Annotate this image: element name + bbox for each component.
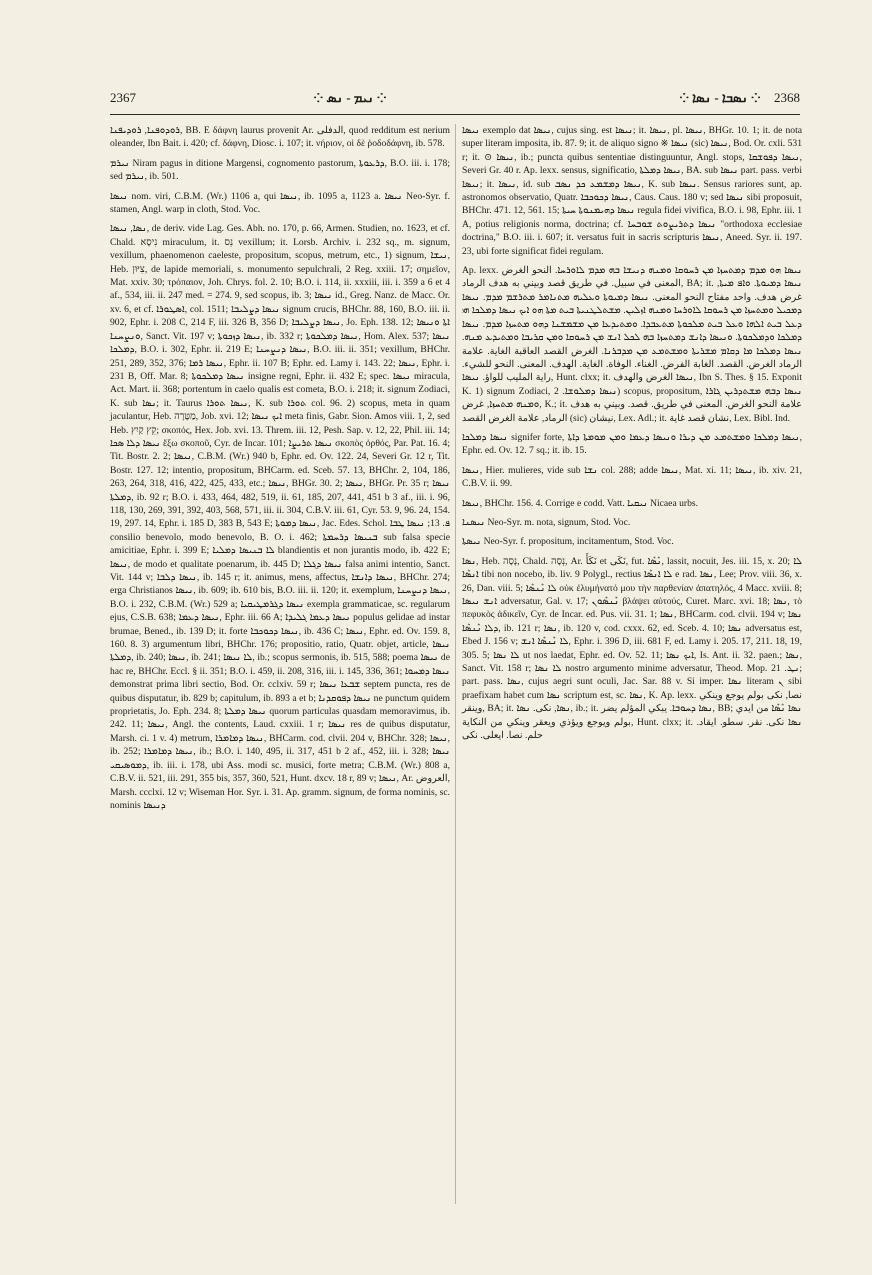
entry-neo-syr-propositum: ܢܝܣܬܐ Neo-Syr. f. propositum, incitamentum, Stod. Voc. bbox=[462, 536, 674, 548]
header-rule bbox=[110, 114, 800, 115]
running-head-left: ⁘ ܢܝܡ - ܢܣ ⁘ bbox=[313, 90, 387, 105]
entry-neo-syr-nota: ܢܝܣܢܐ Neo-Syr. m. nota, signum, Stod. Voc. bbox=[462, 516, 631, 528]
column-divider bbox=[455, 124, 456, 1204]
entry-niram: ܢܝܪܡ Niram pagus in ditione Margensi, cognomento pastorum, ܕܪܥܘܬܐ, B.O. iii. i. 178; sed ܢܝܪܡ, ib. 501. bbox=[110, 157, 450, 183]
page-number-left: 2367 bbox=[110, 90, 136, 105]
entry-nisa-name: ܢܝܣܐ nom. viri, C.B.M. (Wr.) 1106 a, qui ܢܝܣܐ, ib. 1095 a, 1123 a. ܢܝܣܐ Neo-Syr. f. stamen, Angl. warp in cloth, Stod. Voc. bbox=[110, 190, 450, 216]
entry-mulieres: ܢܝܣܐ, Hier. mulieres, vide sub ܢܫܐ col. 288; adde ܢܝܣܐ, Mat. xi. 11; ܢܝܣܐ, ib. xiv. 21, C.B.V. ii. 99. bbox=[462, 464, 802, 490]
right-column bbox=[462, 124, 802, 748]
page-number-right: 2368 bbox=[774, 90, 800, 105]
entry-lexx-definitions: Ap. lexx. ܢܝܣܐ ܗܘ ܡܕܡ ܕܡܬܚܙܐ ܡܢ ܪܚܘܩܐ ܘܡܢܗ ܕܢܝܫܐ ܒܗ ܡܕܡ ܠܐܘܪܚܐ. النحو الغرض المعنى في سبيل. في طريق قصد وبيني به هدف الرماد, BA; it. ܢܝܣܐ ܕܡܝܘܬܐ. ܘܐܦ ܡܝܬܐ, غرض هدف. واحد مفتاح النحو المعنى. ܢܝܣܐ ܕܡܝܘܬܐ ܘܥܠܝܗ ܡܬܢܐܡܪ ܡܬܪܫܡ ܡܕܡ. ܢܝܣܐ ܕܡܟܝܠ ܘܡܬܚܙܐ ܡܢ ܪܚܘܩܐ ܠܐܘܪܚܐ ܘܡܢܗ ܐܙܠܝܢ. ܡܫܬܠܛܢܝܬܐ ܒܝܬ ܡܬܐ ܗܘ ܐܝܟ ܢܝܣܐ ܕܡܠܟܐ ܗܝ ܕܥܠ ܒܝܬ ܐܠܗܐ ܘܥܠ ܒܝܬ ܡܠܟܘܬܐ ܡܬܥܒܕܐ. ܘܡܬܝܕܥܐ ܡܢ ܡܫܡܫܢܐ ܕܗܘ ܡܬܚܙܐ ܡܕܡ. ܢܝܣܐ ܕܡܠܟܐ ܘܕܡܠܟܘܬܐ. ܘܢܝܣܐ ܕܐܢܫ ܕܡܬܚܙܐ ܒܗ ܠܟܠ ܐܢܫ ܡܢ ܪܚܘܩܐ ܘܡܢ ܩܪܝܒܐ ܘܡܬܝܕܥ ܡܢܗ. ܢܝܣܐ ܕܡܠܟܐ ܡܐ ܕܩܐܡ ܡܫܪܝܬܐ ܘܡܫܬܡܥ ܡܢ ܡܕܒܪܢܐ. الغرض القصد العاقبة الغاية. علامة الرماد الغرض. القصد. الغابة الفرض. الغناء. الوفاة. الغاية. الهدف. المعنى. النحو للشيء. راية المليب للواؤ. ܢܝܣܐ, Hunt. clxx; it. ܢܝܣܐ الغرض والهدف, Ibn S. Thes. § 15. Exponit K. 1) signum Zodiaci, ܢܝܣܐ ܕܡܠܘܫܐ. 2) scopus, propositum, ܢܝܣܐ ܕܒܗ ܡܫܬܕܪܝܢ ܓܐܪܐ ܘܡܢܗ ܡܬܚܙܐ, غرض, K.; it. علامة النحو الغرض. المعنى في طريق. قصد. وبيني به هدف الرماد, علامة الغرض القصد (sic) نيشان, Lex. Adl.; it. نشان قصد غاية, Lex. Bibl. Ind. bbox=[462, 265, 802, 424]
entry-signifer: ܢܝܣܐ ܕܡܠܟܐ signifer forte, ܢܝܣܐ ܕܡܠܟܐ ܘܡܫܬܡܥ ܡܢ ܕܝܪܐ ܘܢܝܣܐ ܕܥܡܐ ܘܡܢ ܡܘܡܬܐ ܕܐܬܐ, Ephr. ed. Ov. 12. 7 sq.; it. ib. 15. bbox=[462, 431, 802, 457]
entry-nisa-signum: ܢܣܐ, ܢܝܣܐ, de deriv. vide Lag. Ges. Abh. no. 170, p. 66, Armen. Studien, no. 1623, et cf. Chald. נִיסָא miraculum, it. נֵס vexillum; it. Lorsb. Archiv. i. 232 sq., m. signum, vexillum, phaenomenon caeleste, propositum, scopus, metrum, etc., 1) signum, ܢܝܫܐ, Heb. צִיּוּן, de lapide memoriali, s. monumento sepulchrali, 2 Reg. xxiii. 17; σημεῖον, Mat. xxiv. 30; τρόπαιον, Joh. Chrys. fol. 2. 10; B.O. i. 114, ii. xxxiii, iii. i. 359 a 6 et 4 af., 534, iii. ii. 247 med. = 274. 9, sed scopus, ib. 3; ܢܝܣܐ id., Greg. Nanz. de Macc. Or. xv. 6, et cf. ܐܣܛܘܪܐ, col. 1511; ܢܝܣܐ ܕܨܠܝܒܐ signum crucis, BHChr. 88, 160, B.O. iii. ii. 902, Ephr. i. 208 C, 214 F, iii. 326 B, 356 D; ܢܝܣܐ ܕܨܠܝܒܐ, Jo. Eph. 138. 12; ܐܬܐ ܘܢܝܣܐ ܘܢܨܚܢܐ, Sanct. Vit. 197 v; ܢܝܣܐ ܕܙܟܘܬܐ, ib. 332 r; ܢܝܣܐ ܕܡܠܟܘܬܐ, Hom. Alex. 537; ܢܝܣܐ ܕܡܠܟܐ, B.O. i. 302, Ephr. ii. 219 E; ܢܝܣܐ ܕܢܨܚܢܐ, B.O. iii. ii. 351; vexillum, BHChr. 251, 289, 352, 376; ܢܝܣܐ ܪܡܐ, Ephr. ii. 107 B; Ephr. ed. Lamy i. 143. 22; ܢܝܣܐ, Ephr. i. 231 B, Off. Mar. 8; ܢܝܣܐ ܕܡܠܟܘܬܐ insigne regni, Ephr. ii. 432 E; spec. ܢܝܣܐ miracula, Act. Mart. ii. 368; portentum in caelo qualis est cometa, B.O. i. 218; it. signum Zodiaci, K. sub ܢܣܐ; it. Taurus ܢܝܣܐ ܬܘܪܐ, K. sub ܬܘܪܐ col. 96. 2) scopus, meta in quam jaculantur, Heb. מַטָּרָה, Job. xvi. 12; ܐܝܟ ܢܝܣܐ meta finis, Gabr. Sion. Amos viii. 1, 2, sed Heb. קֵץ קַיִץ; σκοπός, Hex. Job. xvi. 13. Threm. iii. 12, Pesh. Sap. v. 12, 22, Phil. iii. 14; ܢܝܣܐ ܕܠܐ ܣܟܐ ἔξω σκοποῦ, Cyr. de Incar. 101; ܢܝܣܐ ܬܪܝܨܐ σκοπὸς ὀρθός, Par. Pat. 16. 4; Tit. Bostr. 2. 2; ܢܝܣܐ, C.B.M. (Wr.) 940 b, Ephr. ed. Ov. 122. 24, Severi Gr. 12 r, Tit. Bostr. 127. 12; intentio, propositum, BHCarm. ed. Sceb. 57. 13, BHChr. 2, 104, 186, 263, 264, 318, 416, 422, 425, 433, etc.; ܢܝܣܐ, BHGr. 30. 2; ܢܝܣܐ, BHGr. Pr. 35 r; ܢܝܣܐ ܕܡܠܬܐ, ib. 92 r; B.O. i. 433, 464, 482, 519, ii. 61, 185, 207, 441, 451 b 3 af., iii. i. 96, 118, 130, 269, 391, 392, 403, 568, 571, iii. ii. 304, C.B.V. iii. 61, Cyr. 53. 9, 96. 24, 154. 19, 297. 14, Ephr. i. 185 D, 383 B, 543 E; ܢܝܣܐ ܕܡܘܬܐ, Jac. Edes. Schol. ܦ. 13; ܢܝܣܐ ܛܒܐ consilio benevolo, modo benevolo, B. O. i. 462; ܒܢܝܣܐ ܕܪܚܡܬܐ sub falsa specie amicitiae, Ephr. i. 399 E; ܠܐ ܒܢܝܣܐ ܕܡܠܝܐ blandientis et non jurantis modo, ib. 422 E; ܢܝܣܐ, de modo et qualitate poenarum, ib. 445 D; ܢܝܣܐ ܕܓܠܐ falsa animi intentio, Sanct. Vit. 144 v; ܢܝܣܐ ܕܠܒܐ, ib. 145 r; it. animus, mens, affectus, ܢܝܣܐ ܕܐܢܫܐ, BHChr. 274; erga Christianos ܢܝܣܐ, ib. 609; ib. 610 bis, B.O. iii. ii. 120; it. exemplum, ܢܝܣܐ ܕܢܨܚܢܐ, B.O. i. 232, C.B.M. (Wr.) 529 a; ܢܝܣܐ ܕܓܪܡܛܝܩܝܐ exempla grammaticae, sc. regularum ejus, C.S.B. 638; ܢܝܣܐ ܕܥܡܐ, Ephr. iii. 66 A; ܢܝܣܐ ܕܥܡܐ ܓܠܝܕܐ populus gelidae ad instar brumae, Bened., ib. 139 D; it. forte ܢܝܣܐ ܕܟܘܟܒܐ, ib. 436 C; ܢܝܣܐ, Ephr. ed. Ov. 159. 8, 160. 8. 3) argumentum libri, BHChr. 176; propositio, ratio, Quatr. objet, article, ܢܝܣܐ ܕܡܠܬܐ, ib. 240; ܢܝܣܐ, ib. 241; ܠܐ ܢܝܣܐ, ib.; scopus sermonis, ib. 515, 588; poema ܢܝܣܐ de hac re, BHChr. Eccl. § ii. 351; B.O. i. 459, ii. 208, 316, iii. i. 145, 336, 361; ܢܝܣܐ ܕܡܚܘܐ demonstrat prima libri sectio, Bod. Or. cclxiv. 59 r; ܫܒܥܐ ܢܝܣܐ septem puncta, res de quibus disputatur, ib. 829 b; capitulum, ib. 893 a et b; ܢܝܣܐ ܕܦܘܩܕܢܐ ne punctum quidem proprietatis, Jo. Eph. 234. 8; ܢܝܣܐ ܕܡܠܬܐ quorum particulas quasdam memoravimus, ib. 242. 11; ܢܝܣܐ, Angl. the contents, Laud. cxxiii. 1 r; ܢܝܣܐ res de quibus disputatur, Marsh. ci. 1 v. 4) metrum, ܢܝܣܐ ܕܡܐܡܪܐ, BHCarm. cod. clvii. 204 v, BHChr. 328; ܢܝܣܐ, ib. 252; ܢܝܣܐ ܕܡܐܡܪܐ, ib.; B.O. i. 140, 495, ii. 317, 451 b 2 af., 452, iii. i. 328; ܢܝܣܐ ܕܡܘܣܝܩܝ, ib. iii. i. 178, ubi Ass. modi sc. musici, forte metra; C.B.M. (Wr.) 808 a, C.B.V. ii. 521, iii. 291, 355 bis, 357, 360, 521, Hunt. dxcv. 18 r, 89 v; ܢܝܣܐ, Ar. العروض, Marsh. ccclxi. 12 v; Wiseman Hor. Syr. i. 31. Ap. gramm. signum, de forma nominis, sc. nominis ܕܢܝܣܐ bbox=[110, 223, 451, 811]
running-head-right: ⁘ ܢܣܒܐ - ܢܣܐ ⁘ bbox=[679, 90, 761, 105]
page-header bbox=[110, 90, 800, 112]
entry-nasa-verb: ܢܣܐ, Heb. נָסָה, Chald. נְסָה, Ar. نَكَأَ et نَكَى, fut. ܢܶܣܶܐ, lassit, nocuit, Jes. iii. 15, x. 20; ܠܐ ܐܢܣܶܐ tibi non nocebo, ib. liv. 9 Polygl., rectius ܠܐ ܐܢܣܶܐ e rad. ܢܣܐ, Lee; Prov. viii. 36, x. 26, Dan. viii. 5; ܠܐ ܢܶܢܣܶܐ οὐκ ἐλυμήνατό μου τὴν παρθενίαν ἀπατηλός, 4 Macc. xviii. 8; ܐܢܫ ܢܝܣܐ adversatur, Gal. v. 17; ܢܶܢܣܶܘܢ βλάψει αὐτούς, Curet. Marc. xvi. 18; ܢܣܐ, τὸ πεφυκὸς ἀδικεῖν, Cyr. de Incar. ed. Pus. vii. 31. 1; ܢܣܐ, BHCarm. cod. clvii. 194 v; ܢܣܐ ܕܠܐ ܢܶܢܣܶܐ, ib. 121 r; ܢܣܐ, ib. 120 v, cod. cxxx. 62, ed. Sceb. 4. 10; ܢܣܐ adversatus est, Ebed J. 156 v; ܠܐ ܢܶܢܣܶܐ ܐܢܫ, Ephr. i. 396 D, iii. 681 F, ed. Lamy i. 205. 17, 211. 18, 19, 305. 5; ܠܐ ܢܣܐ ut nos laedat, Ephr. ed. Ov. 52. 11; ܐܝܟ ܢܣܐ, Is. Ant. ii. 32. paen.; ܢܣܐ, Sanct. Vit. 158 r; ܠܐ ܢܣܐ nostro argumento minime adversatur, Theod. Mop. ܢܛ. 21; part. pass. ܢܣܐ, cujus aegri sunt oculi, Jac. Sar. 88 v. Si imper. ܢܣܐ literam ܢ sibi praefixam habet cum ܢܣܐ scriptum est, sc. ܢܣܐ, K. Ap. lexx. نصا, نكى بولم يوجع وينكي وينقر, BA; it. ܢܣܐ, نكى. ܢܣܐ, ib.; it. ܢܣܐ ܕܚܘܒܐ. يبكي المؤلم يضر, BB; ܢܣܐ ܢܶܣܶܐ من ايدي بولم ويوجع ويؤذي ويعقر وينكي من النكاية, Hunt. clxx; it. ܢܣܐ نكى. نقر. سطو. ايقاد. حلم. نصا. ايعلى. نكى bbox=[462, 555, 803, 742]
entry-nicaea: ܢܝܣܐ, BHChr. 156. 4. Corrige e codd. Vatt. ܢܝܩܝܐ Nicaea urbs. bbox=[462, 497, 699, 509]
entry-rodophna: ܪܘܕܘܦܢܐ, ܪܘܕܝܦܢܐ, BB. E δάφνη laurus provenit Ar. الدفلى, quod redditum est nerium oleander, Ibn Bait. i. 420; cf. δάφνη, Diosc. i. 107; it. νήριον, οἱ δὲ ῥοδοδάφνη, ib. 578. bbox=[110, 125, 451, 150]
entry-nisa-continued: ܢܝܣܐ exemplo dat ܢܝܣܐ, cujus sing. est ܢܝܣܐ; it. ܢܝܣܐ, pl. ܢܝܣܐ, BHGr. 10. 1; it. de nota super literam imposita, ib. 87. 9; it. de aliquo signo ※ ܢܝܣܐ (sic) ܢܝܣܐ, Bod. Or. cxli. 531 r; it. ⊙ ܢܝܣܐ, ib.; puncta quibus sententiae distinguuntur, Angl. stops, ܢܝܣܐ ܕܦܘܫܩܐ, Severi Gr. 40 r. Ap. lexx. sensus, significatio, ܢܝܣܐ ܕܡܠܬܐ, BA. sub ܢܝܣܐ part. pass. verbi ܢܝܣܐ; it. ܢܝܣܐ, id. sub ܢܝܣܐ ܕܡܫܡܥ ܟܕ ܢܣܒ, K. sub ܢܝܣܐ. Sensus rariores sunt, ap. astronomos observatio, Quatr. ܢܝܣܐ ܕܟܘܟܒܐ, Caus. Caus. 180 v; sed ܢܝܣܐ sibi proposuit, BHChr. 471. 12, 561. 15; ܢܝܣܐ ܕܗܝܡܢܘܬܐ ܚܝܬܐ regula fidei vivifica, B.O. i. 98, Ephr. iii. 1 A, potius religionis norma, doctrina; cf. ܢܝܣܐ ܕܬܪܝܨܘܬ ܫܘܒܚܐ "orthodoxa ecclesiae doctrina," B.O. iii. i. 607; it. versatus fuit in sacris scripturis ܢܝܣܐ, Aneed. Syr. ii. 197. 23, ubi forte significat fidei regulam. bbox=[462, 125, 803, 257]
left-column bbox=[110, 124, 450, 818]
